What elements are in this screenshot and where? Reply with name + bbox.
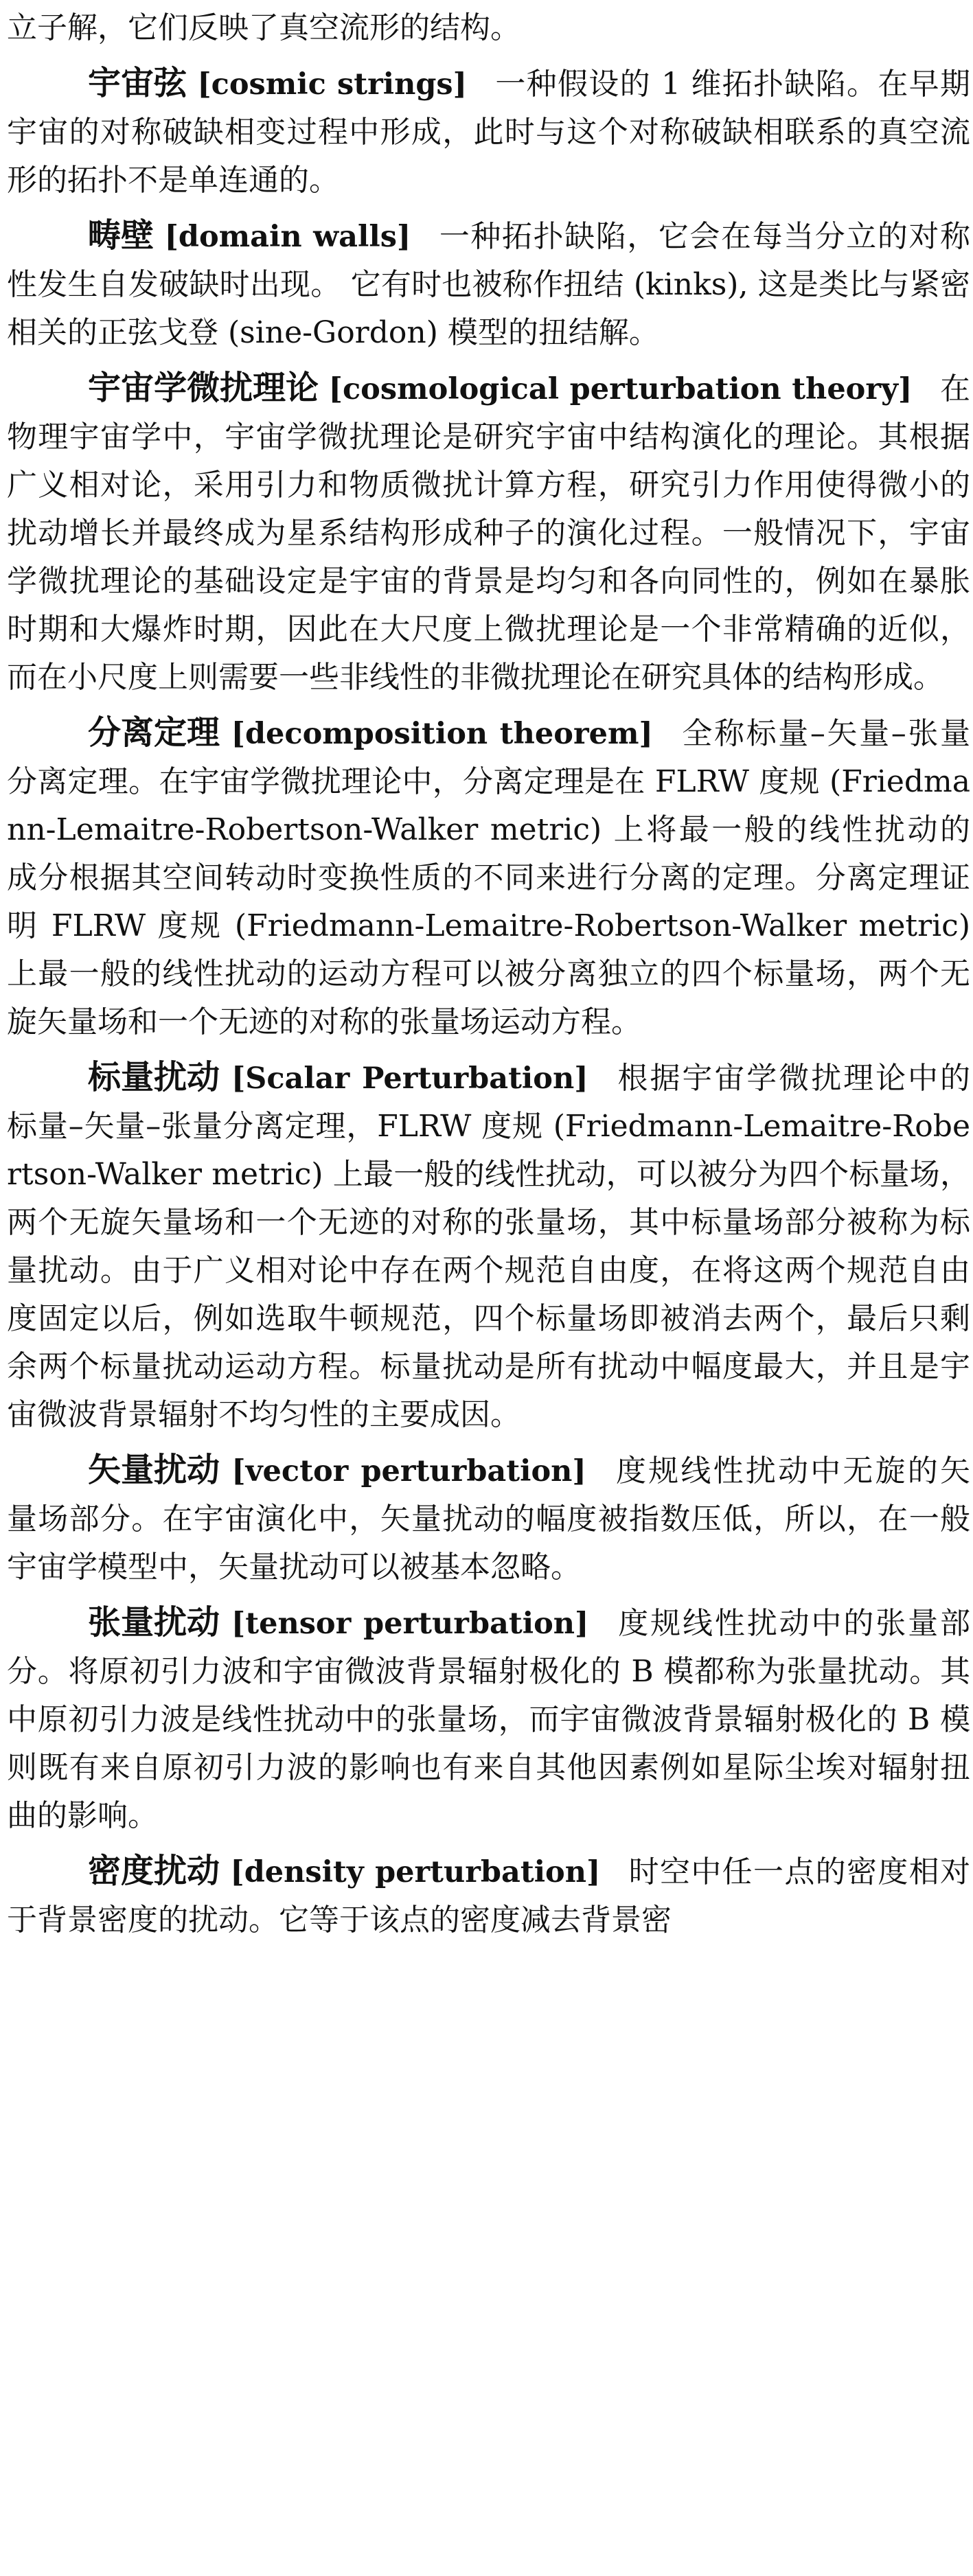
entry-term: 宇宙弦 — [88, 64, 187, 102]
entry-definition: 度规线性扰动中的张量部分。将原初引力波和宇宙微波背景辐射极化的 B 模都称为张量扰动。其中原初引力波是线性扰动中的张量场，而宇宙微波背景辐射极化的 B 模则既有来自原初引力波的影响也有来自其他因素例如星际尘埃对辐射扭曲的影响。 — [7, 1606, 971, 1833]
entry-term: 张量扰动 — [88, 1603, 220, 1642]
entry-english-term: [density perturbation] — [230, 1855, 601, 1889]
lead-fragment: 立子解，它们反映了真空流形的结构。 — [7, 10, 520, 45]
entry-english-term: [Scalar Perturbation] — [231, 1061, 588, 1096]
entry-definition: 一种假设的 1 维拓扑缺陷。在早期宇宙的对称破缺相变过程中形成，此时与这个对称破缺相联系的真空流形的拓扑不是单连通的。 — [7, 67, 970, 198]
entry-term: 分离定理 — [88, 713, 220, 752]
glossary-entry-vector-perturbation — [7, 1446, 973, 1591]
entry-english-term: [vector perturbation] — [231, 1454, 586, 1488]
entry-term: 宇宙学微扰理论 — [88, 369, 319, 407]
entry-english-term: [decomposition theorem] — [231, 717, 653, 751]
entry-definition: 度规线性扰动中无旋的矢量场部分。在宇宙演化中，矢量扰动的幅度被指数压低，所以，在一般宇宙学模型中，矢量扰动可以被基本忽略。 — [7, 1453, 971, 1585]
entry-definition: 时空中任一点的密度相对于背景密度的扰动。它等于该点的密度减去背景密 — [7, 1854, 970, 1937]
glossary-entry-domain-walls — [7, 211, 973, 357]
entry-english-term: [tensor perturbation] — [231, 1607, 589, 1641]
entry-term: 密度扰动 — [88, 1852, 220, 1890]
entry-term: 矢量扰动 — [88, 1451, 220, 1489]
glossary-entry-cosmic-strings — [7, 59, 973, 205]
entry-definition: 全称标量–矢量–张量分离定理。在宇宙学微扰理论中，分离定理是在 FLRW 度规 (Friedmann-Lemaitre-Robertson-Walker metric) 上将最一般的线性扰动的成分根据其空间转动时变换性质的不同来进行分离的定理。分离定理证明 FLRW 度规 (Friedmann-Lemaitre-Robertson-Walker metric) 上最一般的线性扰动的运动方程可以被分离独立的四个标量场，两个无旋矢量场和一个无迹的对称的张量场运动方程。 — [7, 716, 970, 1039]
glossary-entry-cosmological-perturbation-theory — [7, 364, 973, 702]
glossary-entry-scalar-perturbation — [7, 1053, 973, 1439]
glossary-entry-tensor-perturbation — [7, 1598, 973, 1840]
entry-definition: 一种拓扑缺陷，它会在每当分立的对称性发生自发破缺时出现。 它有时也被称作扭结 (kinks), 这是类比与紧密相关的正弦戈登 (sine-Gordon) 模型的扭结解。 — [7, 219, 970, 350]
entry-term: 标量扰动 — [88, 1058, 220, 1096]
entry-english-term: [cosmic strings] — [197, 67, 467, 102]
entry-term: 畴壁 — [88, 216, 154, 255]
entry-english-term: [domain walls] — [164, 220, 411, 254]
glossary-entry-density-perturbation — [7, 1847, 973, 1944]
entry-definition: 根据宇宙学微扰理论中的标量–矢量–张量分离定理，FLRW 度规 (Friedmann-Lemaitre-Robertson-Walker metric) 上最一般的线性扰动，可以被分为四个标量场，两个无旋矢量场和一个无迹的对称的张量场，其中标量场部分被称为标量扰动。由于广义相对论中存在两个规范自由度，在将这两个规范自由度固定以后，例如选取牛顿规范，四个标量场即被消去两个，最后只剩余两个标量扰动运动方程。标量扰动是所有扰动中幅度最大，并且是宇宙微波背景辐射不均匀性的主要成因。 — [7, 1061, 970, 1432]
glossary-entry-decomposition-theorem — [7, 709, 973, 1046]
entry-english-term: [cosmological perturbation theory] — [328, 372, 913, 406]
entry-definition: 在物理宇宙学中，宇宙学微扰理论是研究宇宙中结构演化的理论。其根据广义相对论，采用引力和物质微扰计算方程，研究引力作用使得微小的扰动增长并最终成为星系结构形成种子的演化过程。一般情况下，宇宙学微扰理论的基础设定是宇宙的背景是均匀和各向同性的，例如在暴胀时期和大爆炸时期，因此在大尺度上微扰理论是一个非常精确的近似，而在小尺度上则需要一些非线性的非微扰理论在研究具体的结构形成。 — [7, 371, 970, 695]
